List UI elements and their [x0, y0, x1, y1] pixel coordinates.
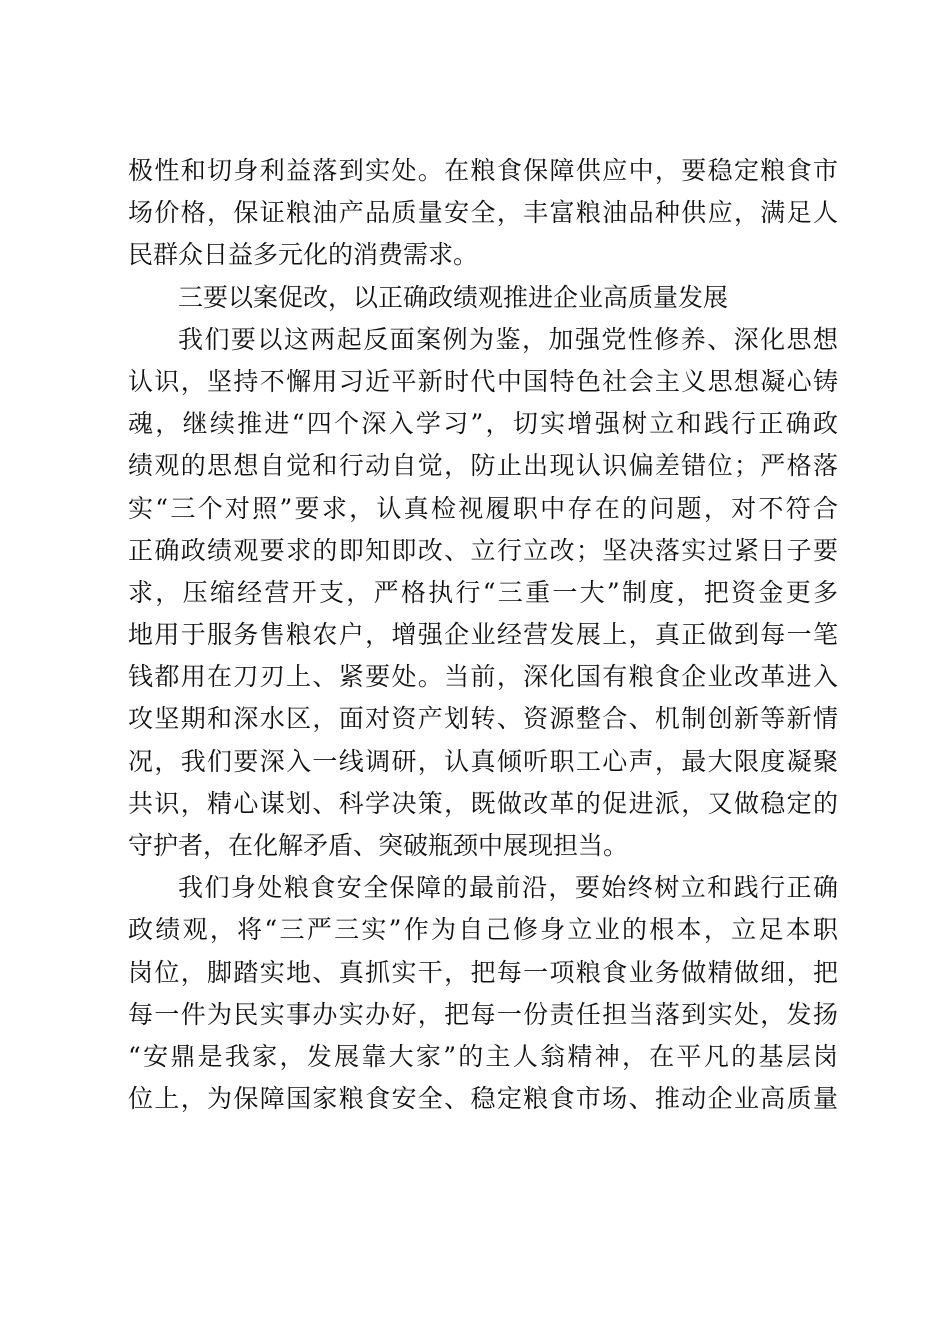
- text-line: 位上，为保障国家粮食安全、稳定粮食市场、推动企业高质量: [128, 1084, 838, 1114]
- text-line: 极性和切身利益落到实处。在粮食保障供应中，要稳定粮食市: [128, 156, 838, 185]
- text-line: 求，压缩经营开支，严格执行“三重一大”制度，把资金更多: [128, 577, 838, 607]
- text-line: “安鼎是我家，发展靠大家”的主人翁精神，在平凡的基层岗: [128, 1041, 838, 1071]
- text-line: 政绩观，将“三严三实”作为自己修身立业的根本，立足本职: [128, 915, 838, 945]
- text-line: 民群众日益多元化的消费需求。: [128, 240, 479, 270]
- text-line: 正确政绩观要求的即知即改、立行立改；坚决落实过紧日子要: [128, 535, 838, 565]
- text-line: 认识，坚持不懈用习近平新时代中国特色社会主义思想凝心铸: [128, 366, 838, 396]
- text-line: 场价格，保证粮油产品质量安全，丰富粮油品种供应，满足人: [128, 198, 838, 228]
- text-line: 岗位，脚踏实地、真抓实干，把每一项粮食业务做精做细，把: [128, 957, 838, 987]
- text-line: 我们要以这两起反面案例为鉴，加强党性修养、深化思想: [178, 324, 838, 354]
- text-line: 我们身处粮食安全保障的最前沿，要始终树立和践行正确: [178, 873, 838, 903]
- text-line: 每一件为民实事办实办好，把每一份责任担当落到实处，发扬: [128, 999, 838, 1029]
- text-line: 地用于服务售粮农户，增强企业经营发展上，真正做到每一笔: [128, 620, 838, 650]
- text-line: 共识，精心谋划、科学决策，既做改革的促进派，又做稳定的: [128, 788, 838, 818]
- text-line: 况，我们要深入一线调研，认真倾听职工心声，最大限度凝聚: [128, 746, 838, 776]
- text-line: 钱都用在刀刃上、紧要处。当前，深化国有粮食企业改革进入: [128, 662, 838, 692]
- text-line: 攻坚期和深水区，面对资产划转、资源整合、机制创新等新情: [128, 704, 838, 734]
- section-heading: 三要以案促改，以正确政绩观推进企业高质量发展: [178, 282, 729, 312]
- text-line: 守护者，在化解矛盾、突破瓶颈中展现担当。: [128, 831, 629, 860]
- body-text: [128, 150, 838, 1120]
- text-line: 实“三个对照”要求，认真检视履职中存在的问题，对不符合: [128, 493, 838, 523]
- text-line: 魂，继续推进“四个深入学习”，切实增强树立和践行正确政: [128, 409, 838, 439]
- text-line: 绩观的思想自觉和行动自觉，防止出现认识偏差错位；严格落: [128, 451, 838, 481]
